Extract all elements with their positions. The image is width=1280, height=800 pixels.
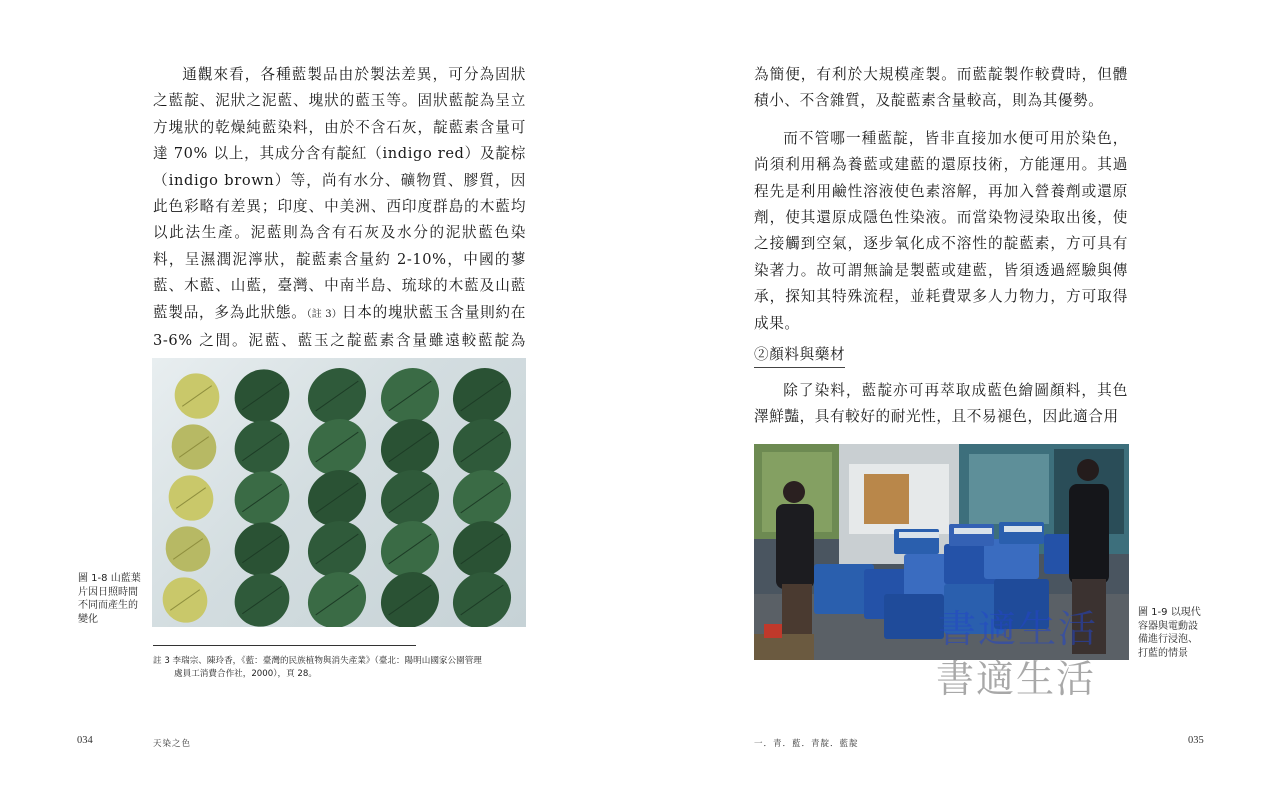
leaf-photo-graphic	[152, 358, 526, 627]
figure-1-8-caption: 圖 1-8 山藍葉 片因日照時間 不同而產生的 變化	[78, 573, 141, 625]
leaf-photo	[152, 358, 526, 627]
footnote-reference[interactable]: （註 3）	[306, 308, 342, 320]
figure-1-9-caption: 圖 1-9 以現代 容器與電動設 備進行浸泡、 打藍的情景	[1138, 607, 1201, 659]
right-paragraph-1: 為簡便，有利於大規模產製。而藍靛製作較費時，但體積小、不含雜質，及靛藍素含量較高，則為其優勢。	[754, 66, 1128, 110]
right-body-text-1	[754, 62, 1128, 337]
watermark-blue: 書適生活	[938, 607, 1099, 651]
watermark-gray: 書適生活	[936, 657, 1097, 701]
footnote: 註 3 李瑞宗、陳玲香，《藍：臺灣的民族植物與消失產業》（臺北：陽明山國家公園管理 處員工消費合作社，2000），頁 28。	[153, 656, 482, 679]
leaf-shape	[163, 416, 225, 479]
right-paragraph-3: 除了染料，藍靛亦可再萃取成藍色繪圖顏料，其色澤鮮豔，具有較好的耐光性，且不易褪色，因此適合用	[754, 382, 1128, 426]
page-number-right: 035	[1188, 735, 1204, 746]
left-paragraph-1: 通觀來看，各種藍製品由於製法差異，可分為固狀之藍靛、泥狀之泥藍、塊狀的藍玉等。固狀藍靛為呈立方塊狀的乾燥純藍染料，由於不含石灰，靛藍素含量可達 70% 以上，其成分含有靛紅（indigo red）及靛棕（indigo brown）等，尚有水分、礦物質、膠質，因此色彩略有差異；印度、中美洲、西印度群島的木藍均以此法生產。泥藍則為含有石灰及水分的泥狀藍色染料，呈濕潤泥濘狀，靛藍素含量約 2-10%，中國的蓼藍、木藍、山藍，臺灣、中南半島、琉球的木藍及山藍藍製品，多為此狀態。（註 3）日本的塊狀藍玉含量則約在 3-6% 之間。泥藍、藍玉之靛藍素含量雖遠較藍靛為	[153, 66, 527, 350]
leaf-shape	[166, 365, 228, 428]
right-page	[640, 0, 1280, 800]
leaf-shape	[154, 569, 216, 627]
leaf-shape	[157, 518, 219, 581]
page-number-left: 034	[77, 735, 93, 746]
leaf-shape	[160, 467, 222, 530]
footnote-divider	[153, 645, 416, 646]
right-body-text-2	[754, 378, 1128, 431]
running-head-right: 一．青．藍．青靛．藍靛	[754, 739, 859, 749]
right-paragraph-2: 而不管哪一種藍靛，皆非直接加水便可用於染色，尚須利用稱為養藍或建藍的還原技術，方能運用。其過程先是利用鹼性溶液使色素溶解，再加入營養劑或還原劑，使其還原成隱色性染液。而當染物浸染取出後，使之接觸到空氣，逐步氧化成不溶性的靛藍素，方可具有染著力。故可謂無論是製藍或建藍，皆須透過經驗與傳承，探知其特殊流程，並耗費眾多人力物力，方可取得成果。	[754, 129, 1128, 332]
subsection-heading: ②顏料與藥材	[754, 343, 845, 368]
left-body-text	[153, 62, 526, 381]
running-head-left: 天染之色	[153, 739, 192, 749]
